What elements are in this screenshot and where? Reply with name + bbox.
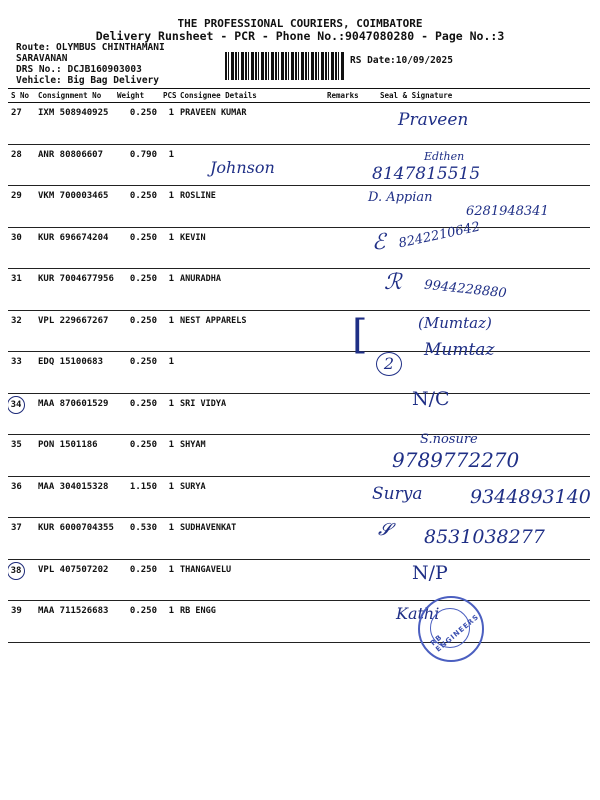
vehicle-label: Vehicle: Big Bag Delivery [16,75,159,86]
table-row [8,559,590,601]
signature-29: D. Appian [368,190,433,205]
runsheet-table [8,88,590,643]
signature-28: Edthen [424,150,465,163]
col-remarks: Remarks [324,89,377,103]
cell-weight: 0.250 [114,310,160,352]
runsheet-subtitle: Delivery Runsheet - PCR - Phone No.:9047080280 - Page No.:3 [95,29,505,43]
col-sno: S No [8,89,35,103]
table-row [8,310,590,352]
col-consignee: Consignee Details [177,89,324,103]
cell-pcs: 1 [160,476,177,518]
cell-remarks [324,476,377,518]
cell-remarks [324,518,377,560]
cell-consignee: ANURADHA [177,269,324,311]
cell-consignee: RB ENGG [177,601,324,643]
cell-weight: 0.250 [114,227,160,269]
cell-remarks [324,227,377,269]
cell-weight: 0.250 [114,559,160,601]
cell-consignment: ANR 80806607 [35,144,114,186]
cell-weight: 0.250 [114,352,160,394]
signature-27: Praveen [398,110,469,130]
cell-consignee: ROSLINE [177,186,324,228]
cell-consignment: KUR 7004677956 [35,269,114,311]
cell-remarks [324,601,377,643]
note-38: N/P [412,562,448,584]
signature-37-mark: 𝓢 [378,520,392,540]
col-signature: Seal & Signature [377,89,590,103]
col-weight: Weight [114,89,160,103]
cell-sno [8,559,35,601]
bracket-mark: [ [352,312,368,358]
circled-mark: 2 [376,352,402,376]
note-34: N/C [412,388,450,410]
phone-31: 9944228880 [423,277,508,302]
cell-weight: 0.250 [114,103,160,145]
cell-sno: 30 [8,227,35,269]
cell-consignee: PRAVEEN KUMAR [177,103,324,145]
table-row [8,393,590,435]
table-header-row [8,89,590,103]
cell-weight: 0.790 [114,144,160,186]
cell-consignee: SURYA [177,476,324,518]
rs-date: RS Date:10/09/2025 [350,55,453,66]
cell-signature [377,393,590,435]
cell-consignment: IXM 508940925 [35,103,114,145]
cell-consignee: NEST APPARELS [177,310,324,352]
cell-consignment: VKM 700003465 [35,186,114,228]
cell-weight: 0.250 [114,601,160,643]
cell-remarks [324,352,377,394]
cell-consignment: MAA 304015328 [35,476,114,518]
phone-28: 8147815515 [372,164,481,184]
cell-weight: 0.530 [114,518,160,560]
cell-signature [377,559,590,601]
cell-pcs: 1 [160,269,177,311]
phone-30: 8242210642 [397,219,482,252]
cell-remarks [324,393,377,435]
cell-sno: 28 [8,144,35,186]
phone-36: 9344893140 [470,486,591,508]
cell-remarks [324,310,377,352]
cell-remarks [324,103,377,145]
circled-row-number: 34 [8,396,25,414]
cell-consignment: VPL 229667267 [35,310,114,352]
cell-sno: 29 [8,186,35,228]
cell-sno: 27 [8,103,35,145]
col-pcs: PCS [160,89,177,103]
table-row [8,227,590,269]
cell-consignee: THANGAVELU [177,559,324,601]
cell-pcs: 1 [160,144,177,186]
cell-consignee: SHYAM [177,435,324,477]
cell-weight: 1.150 [114,476,160,518]
cell-pcs: 1 [160,310,177,352]
staff-name: SARAVANAN [16,53,68,64]
phone-37: 8531038277 [424,526,545,548]
cell-pcs: 1 [160,393,177,435]
signature-35: S.nosure [420,432,478,447]
cell-sno [8,393,35,435]
cell-consignment: EDQ 15100683 [35,352,114,394]
signature-39: Kathi [396,604,440,623]
cell-pcs: 1 [160,601,177,643]
company-title: THE PROFESSIONAL COURIERS, COIMBATORE [177,17,423,30]
circled-row-number: 38 [8,562,25,580]
cell-consignee: KEVIN [177,227,324,269]
cell-sno: 36 [8,476,35,518]
cell-pcs: 1 [160,227,177,269]
cell-consignment: VPL 407507202 [35,559,114,601]
drs-number: DRS No.: DCJB160903003 [16,64,142,75]
cell-remarks [324,144,377,186]
cell-pcs: 1 [160,103,177,145]
cell-remarks [324,435,377,477]
cell-remarks [324,269,377,311]
cell-consignment: KUR 6000704355 [35,518,114,560]
signature-36: Surya [372,484,423,504]
cell-consignee: SRI VIDYA [177,393,324,435]
stamp-text: RB ENGINEERS [429,612,481,654]
cell-consignee [177,352,324,394]
cell-consignment: KUR 696674204 [35,227,114,269]
cell-pcs: 1 [160,352,177,394]
handwritten-name-28: Johnson [210,158,275,177]
signature-31-mark: ℛ [384,270,402,295]
cell-weight: 0.250 [114,393,160,435]
cell-pcs: 1 [160,559,177,601]
cell-consignment: MAA 711526683 [35,601,114,643]
table-row [8,103,590,145]
cell-sno: 33 [8,352,35,394]
cell-weight: 0.250 [114,269,160,311]
phone-29: 6281948341 [466,204,549,219]
cell-weight: 0.250 [114,435,160,477]
signature-32: (Mumtaz) [418,314,492,332]
cell-consignment: MAA 870601529 [35,393,114,435]
signature-33: Mumtaz [424,340,495,360]
company-stamp [418,596,484,662]
cell-sno: 35 [8,435,35,477]
col-consignment: Consignment No [35,89,114,103]
phone-35: 9789772270 [392,448,520,472]
cell-pcs: 1 [160,186,177,228]
cell-remarks [324,559,377,601]
signature-30-mark: ℰ [372,230,386,255]
cell-weight: 0.250 [114,186,160,228]
barcode-image [225,52,345,80]
cell-pcs: 1 [160,518,177,560]
cell-sno: 31 [8,269,35,311]
table-row [8,352,590,394]
route-label: Route: OLYMBUS CHINTHAMANI [16,42,165,53]
cell-sno: 37 [8,518,35,560]
cell-consignment: PON 1501186 [35,435,114,477]
table-row [8,601,590,643]
cell-pcs: 1 [160,435,177,477]
cell-consignee: SUDHAVENKAT [177,518,324,560]
table-row [8,144,590,186]
cell-sno: 32 [8,310,35,352]
cell-sno: 39 [8,601,35,643]
runsheet-table-container [8,88,590,790]
